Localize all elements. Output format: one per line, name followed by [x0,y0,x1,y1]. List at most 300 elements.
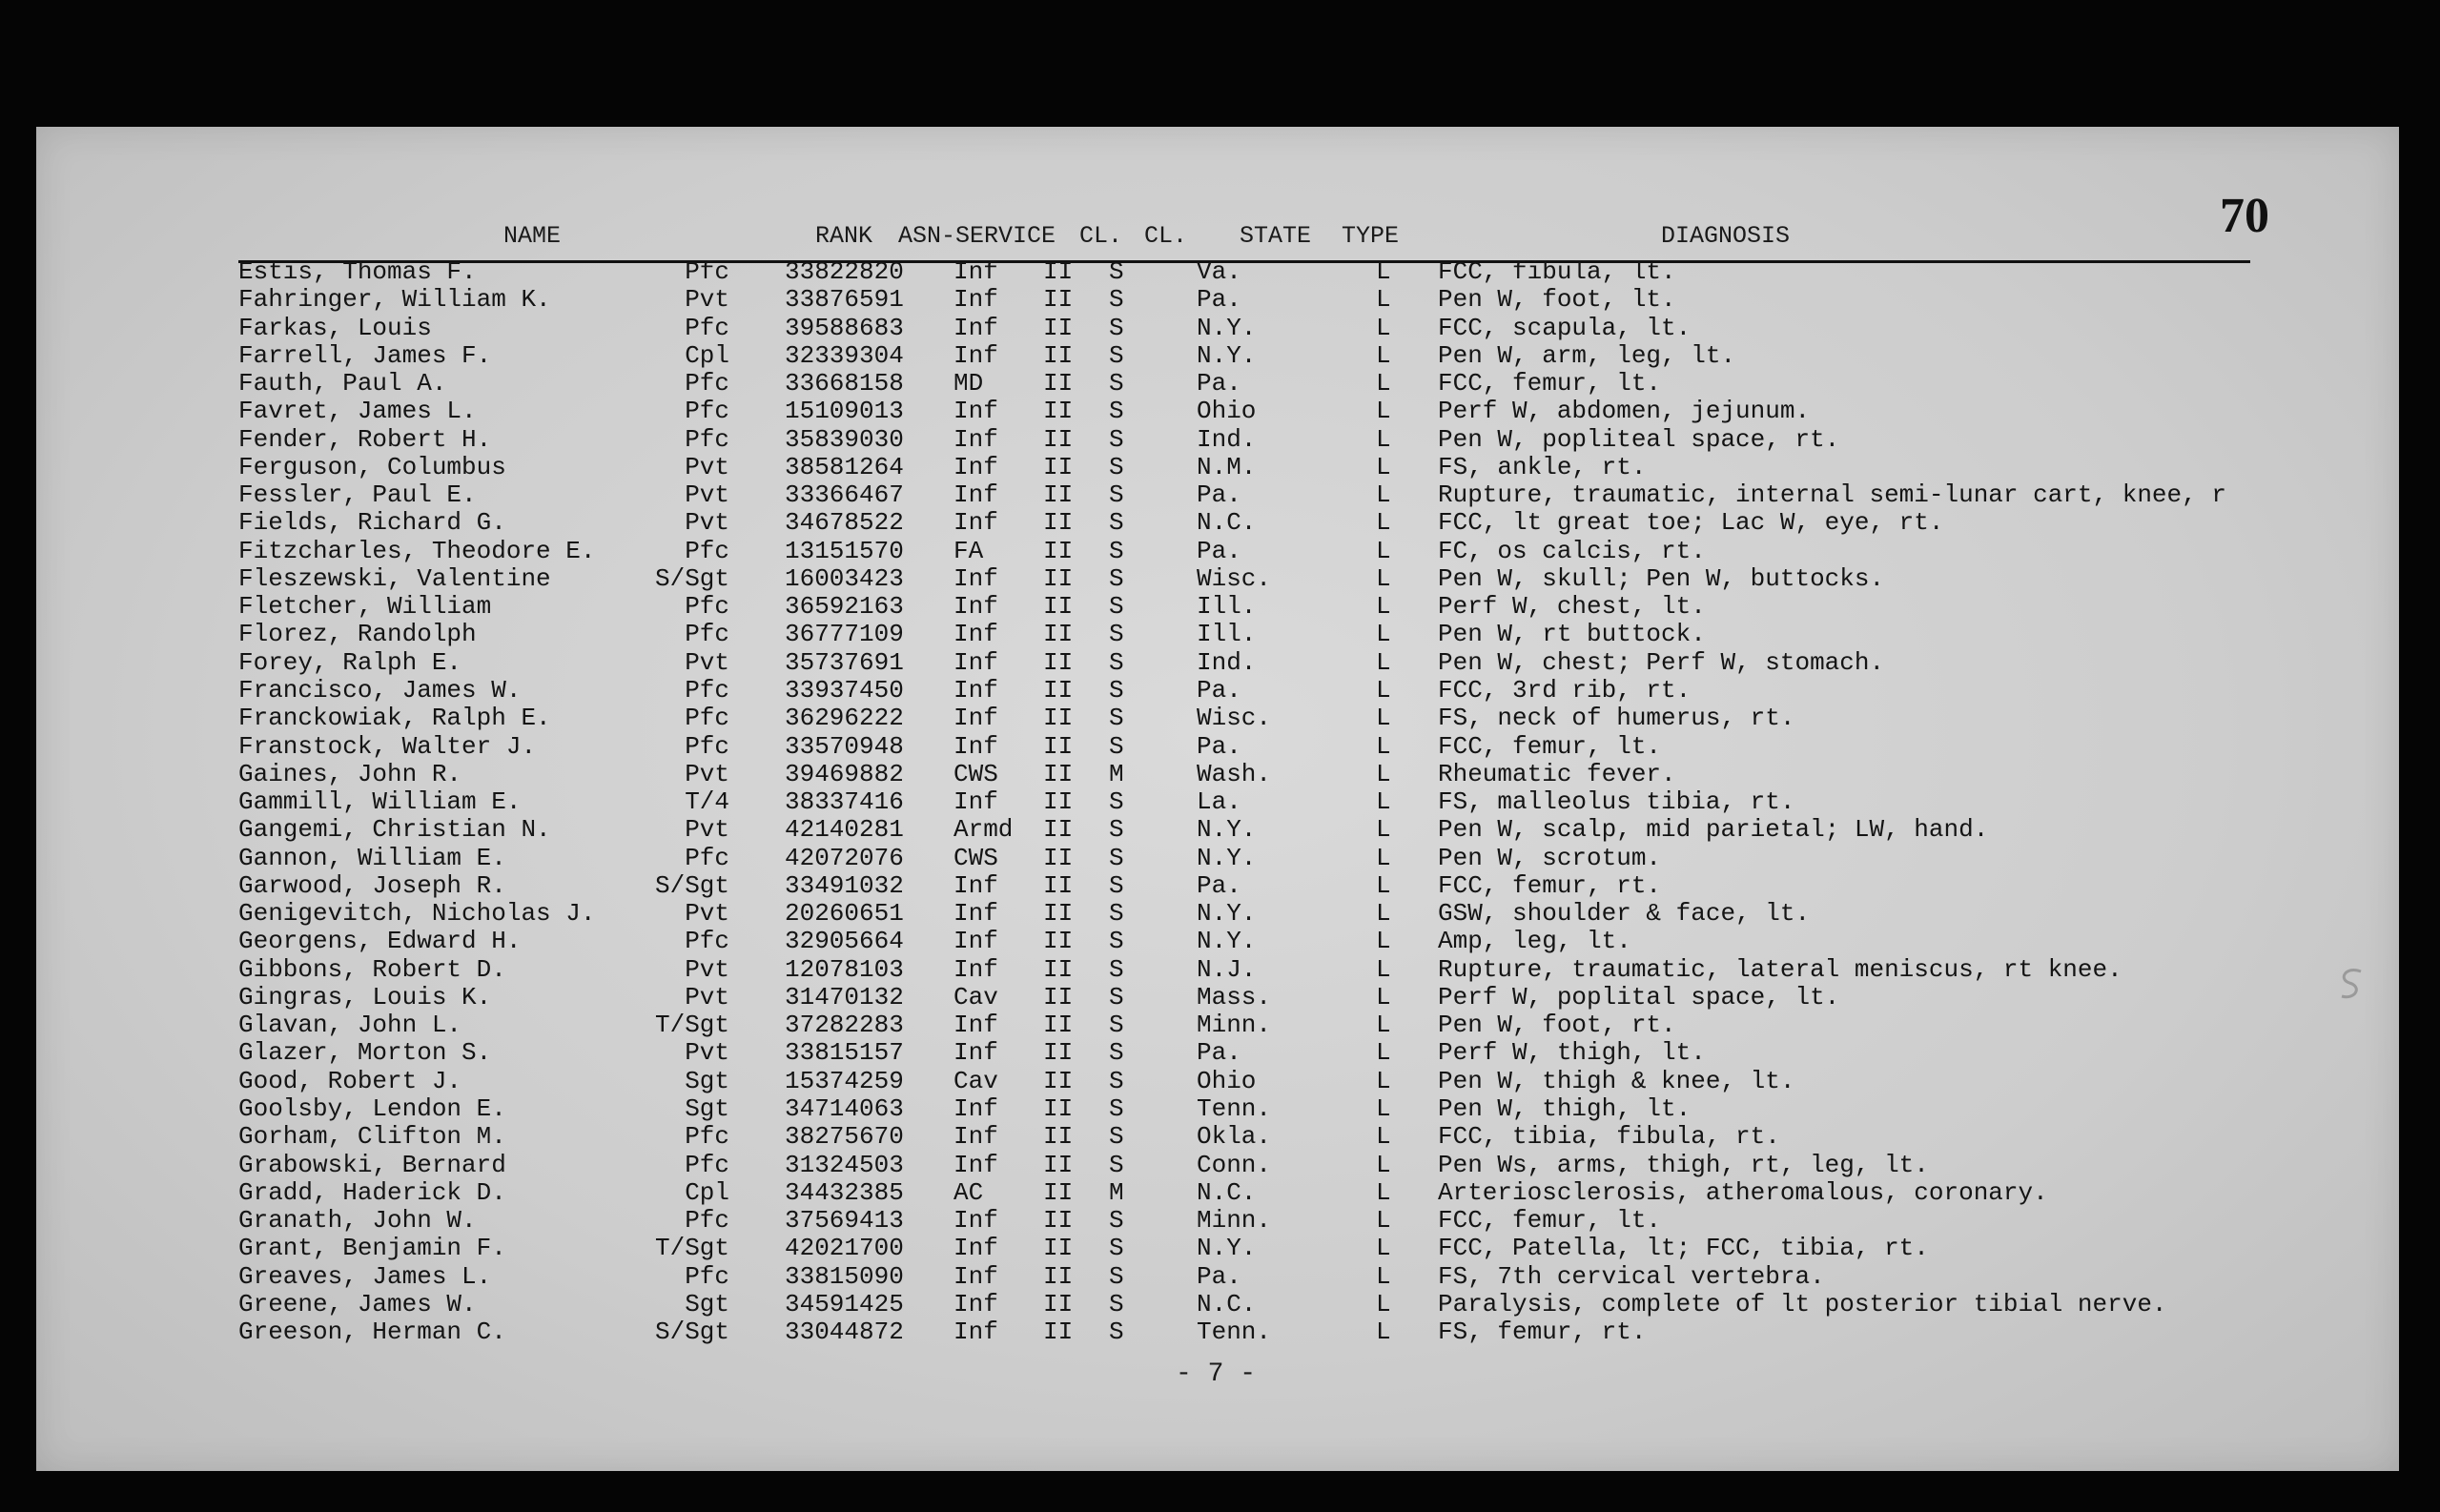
row-state: Pa. [1197,536,1241,565]
row-cl-2: S [1109,1206,1124,1236]
row-asn: 36296222 [785,704,904,733]
row-cl-2: S [1109,1066,1124,1095]
row-state: Ill. [1197,620,1257,649]
table-row [238,426,2250,454]
row-state: Okla. [1197,1122,1272,1152]
row-diagnosis: Pen W, scalp, mid parietal; LW, hand. [1438,815,1989,845]
row-service: Inf [953,424,998,454]
row-asn: 12078103 [785,954,904,984]
row-rank-text: Pvt [685,508,729,538]
row-cl-2: S [1109,424,1124,454]
row-service: Inf [953,787,998,817]
row-state: Pa. [1197,675,1241,705]
row-diagnosis: Arteriosclerosis, atheromalous, coronary. [1438,1177,2048,1207]
row-service: Inf [953,285,998,315]
row-name: Grant, Benjamin F. [238,1234,506,1263]
table-row [238,286,2250,314]
row-diagnosis: Rupture, traumatic, lateral meniscus, rt knee. [1438,954,2122,984]
row-cl-2: S [1109,536,1124,565]
row-cl-1: II [1043,424,1074,454]
row-service: MD [953,369,984,398]
row-state: N.C. [1197,1177,1257,1207]
row-state: Ohio [1197,397,1257,426]
table-row [238,956,2250,984]
row-rank-text: Pvt [685,954,729,984]
row-type: L [1376,1093,1391,1123]
row-asn: 38337416 [785,787,904,817]
row-name: Gannon, William E. [238,843,506,872]
row-name: Fletcher, William [238,592,492,622]
row-type: L [1376,704,1391,733]
row-cl-1: II [1043,815,1074,845]
row-service: CWS [953,759,998,788]
row-diagnosis: Amp, leg, lt. [1438,927,1631,956]
row-diagnosis: Pen Ws, arms, thigh, rt, leg, lt. [1438,1150,1929,1179]
row-cl-2: S [1109,1289,1124,1318]
row-asn: 38581264 [785,452,904,481]
row-cl-1: II [1043,1177,1074,1207]
table-row [238,900,2250,928]
row-cl-2: S [1109,1038,1124,1068]
row-type: L [1376,927,1391,956]
row-asn: 38275670 [785,1122,904,1152]
row-rank-text: T/Sgt [654,1234,729,1263]
row-cl-1: II [1043,536,1074,565]
row-service: Inf [953,1318,998,1347]
row-service: Inf [953,397,998,426]
row-service: Inf [953,452,998,481]
row-name: Gaines, John R. [238,759,462,788]
row-asn: 36592163 [785,592,904,622]
row-rank-text: Sgt [685,1289,729,1318]
row-asn: 33876591 [785,285,904,315]
row-cl-1: II [1043,899,1074,929]
row-state: Mass. [1197,982,1272,1011]
row-cl-2: S [1109,1261,1124,1291]
row-service: Inf [953,647,998,677]
row-name: Greene, James W. [238,1289,477,1318]
row-service: Inf [953,1093,998,1123]
header-name: NAME [503,222,562,250]
row-type: L [1376,536,1391,565]
row-name: Glavan, John L. [238,1011,462,1040]
row-cl-2: S [1109,899,1124,929]
row-rank-text: Pfc [685,536,729,565]
row-state: Pa. [1197,369,1241,398]
row-state: N.J. [1197,954,1257,984]
row-cl-2: S [1109,954,1124,984]
casualty-list [238,258,2250,1346]
row-state: N.Y. [1197,815,1257,845]
row-name: Fitzcharles, Theodore E. [238,536,596,565]
row-service: Inf [953,257,998,286]
row-name: Greaves, James L. [238,1261,492,1291]
row-cl-2: S [1109,647,1124,677]
table-row [238,342,2250,370]
row-diagnosis: FCC, fibula, lt. [1438,257,1676,286]
row-service: Inf [953,954,998,984]
header-cl-2: CL. [1144,222,1188,250]
row-asn: 35839030 [785,424,904,454]
row-state: Ind. [1197,647,1257,677]
table-row [238,509,2250,537]
row-rank-text: Pvt [685,1038,729,1068]
table-row [238,1152,2250,1179]
header-diagnosis: DIAGNOSIS [1661,222,1791,250]
row-type: L [1376,759,1391,788]
row-cl-1: II [1043,452,1074,481]
table-row [238,538,2250,565]
row-state: Pa. [1197,480,1241,510]
row-name: Glazer, Morton S. [238,1038,492,1068]
row-name: Favret, James L. [238,397,477,426]
row-cl-2: S [1109,620,1124,649]
row-name: Gingras, Louis K. [238,982,492,1011]
row-type: L [1376,592,1391,622]
row-state: Va. [1197,257,1241,286]
row-diagnosis: Pen W, scrotum. [1438,843,1662,872]
row-cl-1: II [1043,647,1074,677]
row-asn: 35737691 [785,647,904,677]
row-cl-2: S [1109,927,1124,956]
row-name: Gammill, William E. [238,787,522,817]
row-type: L [1376,508,1391,538]
page-number: 70 [2220,189,2269,243]
row-service: Inf [953,1206,998,1236]
row-type: L [1376,285,1391,315]
row-diagnosis: Perf W, poplital space, lt. [1438,982,1840,1011]
row-service: Inf [953,592,998,622]
row-service: Inf [953,1261,998,1291]
row-cl-2: S [1109,508,1124,538]
row-service: Inf [953,1289,998,1318]
row-cl-1: II [1043,1289,1074,1318]
row-cl-2: S [1109,1122,1124,1152]
row-diagnosis: FCC, femur, lt. [1438,1206,1662,1236]
row-type: L [1376,257,1391,286]
row-name: Estis, Thomas F. [238,257,477,286]
row-rank-text: S/Sgt [654,563,729,593]
row-type: L [1376,1122,1391,1152]
table-row [238,705,2250,732]
table-row [238,1235,2250,1262]
table-header [238,222,2250,263]
table-row [238,984,2250,1011]
row-cl-2: S [1109,397,1124,426]
table-row [238,649,2250,677]
row-name: Gorham, Clifton M. [238,1122,506,1152]
row-type: L [1376,620,1391,649]
row-cl-1: II [1043,787,1074,817]
row-rank-text: Pfc [685,620,729,649]
row-diagnosis: Perf W, chest, lt. [1438,592,1706,622]
row-diagnosis: FCC, femur, lt. [1438,731,1662,761]
row-service: Cav [953,1066,998,1095]
row-cl-2: S [1109,787,1124,817]
table-row [238,733,2250,761]
row-asn: 33668158 [785,369,904,398]
row-service: Inf [953,675,998,705]
row-rank-text: Pvt [685,480,729,510]
row-name: Fessler, Paul E. [238,480,477,510]
row-diagnosis: FCC, lt great toe; Lac W, eye, rt. [1438,508,1944,538]
row-state: Pa. [1197,731,1241,761]
header-state: STATE [1240,222,1312,250]
row-rank-text: T/Sgt [654,1011,729,1040]
row-rank-text: T/4 [685,787,729,817]
row-service: Inf [953,731,998,761]
row-state: N.Y. [1197,927,1257,956]
row-cl-2: S [1109,340,1124,370]
document-sheet [36,127,2399,1471]
row-name: Goolsby, Lendon E. [238,1093,506,1123]
row-rank-text: Pfc [685,1150,729,1179]
row-cl-1: II [1043,340,1074,370]
page-footer: - 7 - [1176,1359,1257,1389]
table-row [238,398,2250,425]
row-asn: 32339304 [785,340,904,370]
row-cl-2: S [1109,285,1124,315]
row-cl-1: II [1043,313,1074,342]
row-diagnosis: FS, 7th cervical vertebra. [1438,1261,1825,1291]
table-row [238,1263,2250,1291]
row-rank-text: Sgt [685,1066,729,1095]
row-diagnosis: Perf W, abdomen, jejunum. [1438,397,1811,426]
table-row [238,677,2250,705]
row-cl-2: S [1109,982,1124,1011]
row-cl-1: II [1043,954,1074,984]
row-rank-text: Pfc [685,704,729,733]
row-service: Inf [953,313,998,342]
row-name: Ferguson, Columbus [238,452,506,481]
row-diagnosis: FCC, femur, rt. [1438,870,1662,900]
row-service: Inf [953,508,998,538]
row-cl-1: II [1043,563,1074,593]
row-cl-1: II [1043,369,1074,398]
row-cl-1: II [1043,1261,1074,1291]
row-cl-2: S [1109,313,1124,342]
row-asn: 16003423 [785,563,904,593]
row-diagnosis: Perf W, thigh, lt. [1438,1038,1706,1068]
row-rank-text: Pvt [685,647,729,677]
row-type: L [1376,563,1391,593]
row-cl-1: II [1043,1234,1074,1263]
row-cl-2: S [1109,675,1124,705]
row-state: Tenn. [1197,1093,1272,1123]
row-diagnosis: Rheumatic fever. [1438,759,1676,788]
row-asn: 15374259 [785,1066,904,1095]
row-cl-1: II [1043,257,1074,286]
row-rank-text: Cpl [685,1177,729,1207]
row-name: Fahringer, William K. [238,285,551,315]
row-type: L [1376,954,1391,984]
row-service: Inf [953,1011,998,1040]
row-state: Ind. [1197,424,1257,454]
row-service: Inf [953,340,998,370]
row-type: L [1376,1261,1391,1291]
table-row [238,1207,2250,1235]
row-service: Armd [953,815,1014,845]
row-type: L [1376,340,1391,370]
row-diagnosis: Pen W, thigh, lt. [1438,1093,1692,1123]
row-service: Inf [953,870,998,900]
row-service: Inf [953,899,998,929]
row-state: Pa. [1197,1038,1241,1068]
row-type: L [1376,843,1391,872]
row-diagnosis: FCC, Patella, lt; FCC, tibia, rt. [1438,1234,1929,1263]
row-state: Pa. [1197,870,1241,900]
row-asn: 31324503 [785,1150,904,1179]
row-type: L [1376,1177,1391,1207]
row-cl-2: S [1109,1318,1124,1347]
row-state: Ill. [1197,592,1257,622]
row-type: L [1376,452,1391,481]
row-type: L [1376,870,1391,900]
table-row [238,565,2250,593]
row-asn: 33815157 [785,1038,904,1068]
row-diagnosis: FS, neck of humerus, rt. [1438,704,1795,733]
row-asn: 32905664 [785,927,904,956]
row-service: Inf [953,1234,998,1263]
row-rank-text: Pfc [685,424,729,454]
row-state: N.C. [1197,1289,1257,1318]
row-rank-text: S/Sgt [654,870,729,900]
table-row [238,593,2250,621]
row-name: Francisco, James W. [238,675,522,705]
row-diagnosis: Pen W, rt buttock. [1438,620,1706,649]
row-rank-text: S/Sgt [654,1318,729,1347]
row-name: Franckowiak, Ralph E. [238,704,551,733]
row-state: N.M. [1197,452,1257,481]
row-rank-text: Pfc [685,843,729,872]
row-cl-2: S [1109,815,1124,845]
row-type: L [1376,480,1391,510]
table-row [238,1179,2250,1207]
row-diagnosis: FCC, femur, lt. [1438,369,1662,398]
row-state: N.Y. [1197,313,1257,342]
row-type: L [1376,675,1391,705]
row-state: Conn. [1197,1150,1272,1179]
header-asn-service: ASN-SERVICE [898,222,1056,250]
row-service: FA [953,536,984,565]
row-state: N.Y. [1197,1234,1257,1263]
row-diagnosis: Pen W, thigh & knee, lt. [1438,1066,1795,1095]
row-diagnosis: FC, os calcis, rt. [1438,536,1706,565]
row-rank-text: Pvt [685,815,729,845]
row-type: L [1376,1234,1391,1263]
table-row [238,621,2250,648]
row-state: Pa. [1197,1261,1241,1291]
row-cl-2: S [1109,480,1124,510]
row-type: L [1376,647,1391,677]
row-rank-text: Pvt [685,452,729,481]
header-cl-1: CL. [1079,222,1123,250]
row-cl-2: S [1109,1234,1124,1263]
row-cl-1: II [1043,1011,1074,1040]
table-row [238,315,2250,342]
row-cl-1: II [1043,285,1074,315]
table-row [238,454,2250,481]
row-rank-text: Pfc [685,927,729,956]
row-asn: 34591425 [785,1289,904,1318]
row-cl-1: II [1043,843,1074,872]
row-state: Minn. [1197,1206,1272,1236]
row-state: Minn. [1197,1011,1272,1040]
row-rank-text: Pfc [685,313,729,342]
row-rank-text: Pvt [685,982,729,1011]
row-cl-2: S [1109,592,1124,622]
row-cl-2: S [1109,731,1124,761]
row-state: Pa. [1197,285,1241,315]
row-cl-1: II [1043,620,1074,649]
row-name: Good, Robert J. [238,1066,462,1095]
row-cl-1: II [1043,1206,1074,1236]
row-name: Farkas, Louis [238,313,432,342]
row-asn: 33815090 [785,1261,904,1291]
row-cl-1: II [1043,1122,1074,1152]
table-row [238,816,2250,844]
row-cl-2: S [1109,1093,1124,1123]
row-cl-2: S [1109,563,1124,593]
row-rank-text: Pvt [685,899,729,929]
row-name: Fender, Robert H. [238,424,492,454]
row-rank-text: Pfc [685,369,729,398]
row-asn: 33366467 [785,480,904,510]
row-type: L [1376,1289,1391,1318]
row-type: L [1376,899,1391,929]
row-name: Georgens, Edward H. [238,927,522,956]
row-service: Cav [953,982,998,1011]
row-cl-2: M [1109,1177,1124,1207]
row-diagnosis: Pen W, skull; Pen W, buttocks. [1438,563,1885,593]
row-cl-2: S [1109,843,1124,872]
row-asn: 34432385 [785,1177,904,1207]
table-row [238,1318,2250,1346]
table-row [238,1011,2250,1039]
row-asn: 33044872 [785,1318,904,1347]
row-cl-1: II [1043,592,1074,622]
table-row [238,845,2250,872]
row-name: Fauth, Paul A. [238,369,447,398]
row-diagnosis: Pen W, arm, leg, lt. [1438,340,1736,370]
row-service: Inf [953,1122,998,1152]
row-diagnosis: GSW, shoulder & face, lt. [1438,899,1811,929]
row-asn: 37282283 [785,1011,904,1040]
row-cl-1: II [1043,927,1074,956]
row-name: Farrell, James F. [238,340,492,370]
row-asn: 33822820 [785,257,904,286]
row-name: Grabowski, Bernard [238,1150,506,1179]
row-type: L [1376,313,1391,342]
row-type: L [1376,1150,1391,1179]
row-asn: 31470132 [785,982,904,1011]
row-rank-text: Pfc [685,731,729,761]
row-asn: 37569413 [785,1206,904,1236]
pencil-mark [2332,964,2370,1002]
row-state: N.Y. [1197,899,1257,929]
row-type: L [1376,397,1391,426]
row-service: Inf [953,1038,998,1068]
row-state: Tenn. [1197,1318,1272,1347]
row-cl-1: II [1043,870,1074,900]
row-cl-2: S [1109,704,1124,733]
row-state: Wisc. [1197,563,1272,593]
table-row [238,788,2250,816]
row-cl-2: S [1109,870,1124,900]
row-cl-1: II [1043,1093,1074,1123]
row-cl-1: II [1043,982,1074,1011]
row-name: Genigevitch, Nicholas J. [238,899,596,929]
